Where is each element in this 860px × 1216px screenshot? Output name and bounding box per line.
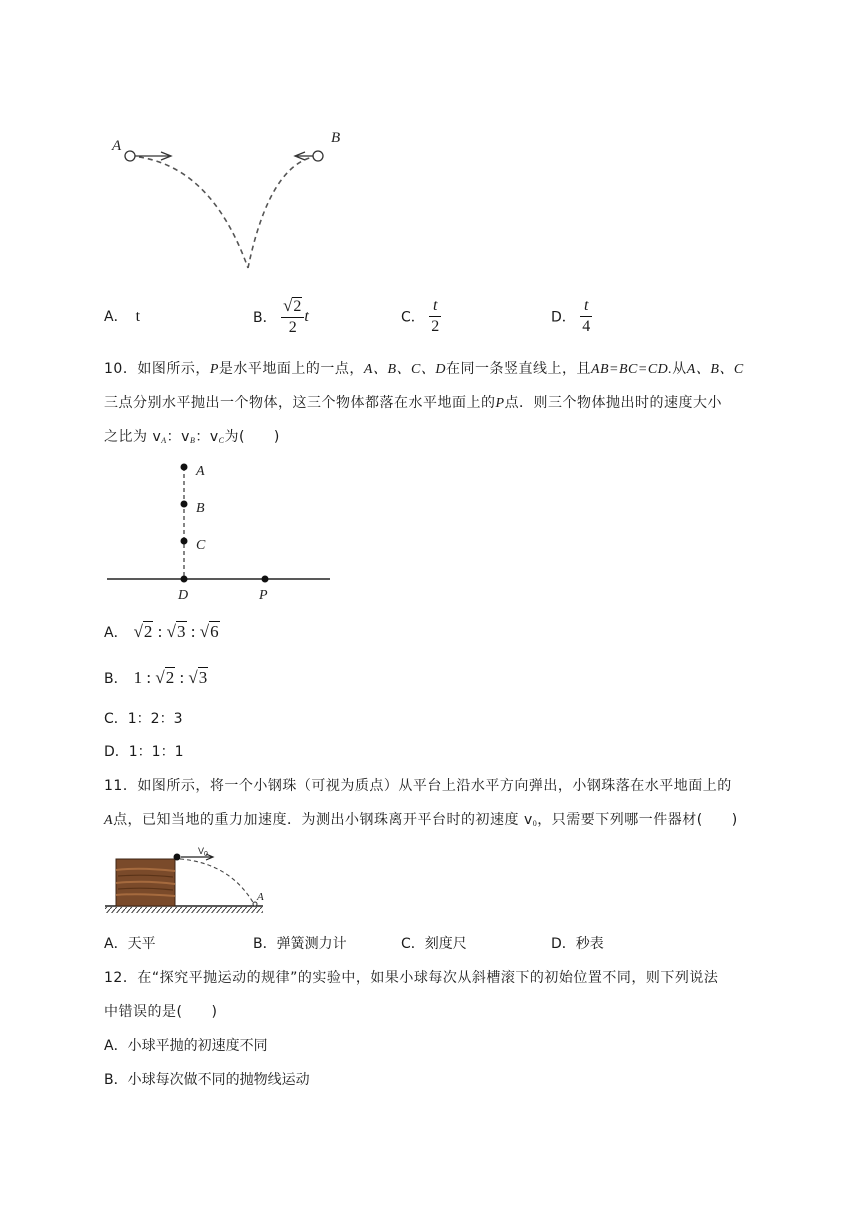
trajectory-figure-q9 — [105, 120, 355, 280]
q10-option-c[interactable]: C．1：2：3 — [104, 711, 183, 727]
svg-text:A: A — [196, 464, 205, 479]
q10-stem-line-1: 10．如图所示，P是水平地面上的一点，A、B、C、D在同一条竖直线上，且AB=BC=CD.从A、B、C — [104, 361, 744, 377]
svg-text:B: B — [196, 501, 205, 516]
v0-label: $V_0$ — [198, 846, 208, 858]
vertical-points-figure-q10 — [100, 455, 340, 605]
q12-stem-line-1: 12．在“探究平抛运动的规律”的实验中，如果小球每次从斜槽滚下的初始位置不同，则下列说法 — [104, 970, 719, 986]
q12-stem-line-2: 中错误的是( ) — [104, 1004, 218, 1020]
ball-trajectory — [180, 859, 254, 904]
point-b — [181, 501, 188, 508]
label-b: B — [331, 130, 341, 146]
q9-option-a[interactable]: A． t — [104, 308, 141, 325]
q11-stem-line-1: 11．如图所示，将一个小钢珠（可视为质点）从平台上沿水平方向弹出，小钢珠落在水平地面上的 — [104, 778, 732, 794]
q11-option-a[interactable]: A．天平 — [104, 936, 156, 952]
svg-text:C: C — [196, 538, 206, 553]
point-c — [181, 538, 188, 545]
q9-option-c[interactable]: C． $\frac{t}{2}$ — [401, 297, 440, 335]
trajectory-curve-a — [130, 156, 248, 268]
q11-stem-line-2: A点，已知当地的重力加速度．为测出小钢珠离开平台时的初速度 $v_0$，只需要下列哪一件器材( ) — [104, 812, 738, 828]
q10-option-d[interactable]: D．1：1：1 — [104, 744, 184, 760]
q12-option-a[interactable]: A．小球平抛的初速度不同 — [104, 1038, 268, 1054]
q10-option-b[interactable]: B． 1 : √2 : √3 — [104, 668, 208, 687]
q11-option-b[interactable]: B．弹簧测力计 — [253, 936, 347, 952]
landing-label: A — [257, 891, 264, 903]
q12-option-b[interactable]: B．小球每次做不同的抛物线运动 — [104, 1072, 310, 1088]
point-a — [181, 464, 188, 471]
steel-ball — [174, 854, 181, 861]
svg-text:P: P — [259, 588, 268, 603]
point-d — [181, 576, 188, 583]
ball-a — [125, 151, 135, 161]
platform-figure-q11 — [100, 843, 275, 915]
trajectory-curve-b — [248, 156, 318, 268]
ball-b — [313, 151, 323, 161]
svg-text:D: D — [178, 588, 189, 603]
q10-stem-line-2: 三点分别水平抛出一个物体，这三个物体都落在水平地面上的P点．则三个物体抛出时的速度大小 — [104, 395, 723, 411]
q9-option-d[interactable]: D． $\frac{t}{4}$ — [551, 297, 591, 335]
q9-option-b[interactable]: B． $\frac{√2}{2}$ t — [253, 296, 309, 336]
q11-option-d[interactable]: D．秒表 — [551, 936, 604, 952]
q10-option-a[interactable]: A． √2 : √3 : √6 — [104, 622, 219, 641]
q10-stem-line-3: 之比为 $v_A$：$v_B$：$v_C$为( ) — [104, 429, 280, 445]
label-a: A — [112, 138, 122, 154]
q11-option-c[interactable]: C．刻度尺 — [401, 936, 467, 952]
point-p — [262, 576, 269, 583]
ground-hatch — [105, 907, 263, 913]
